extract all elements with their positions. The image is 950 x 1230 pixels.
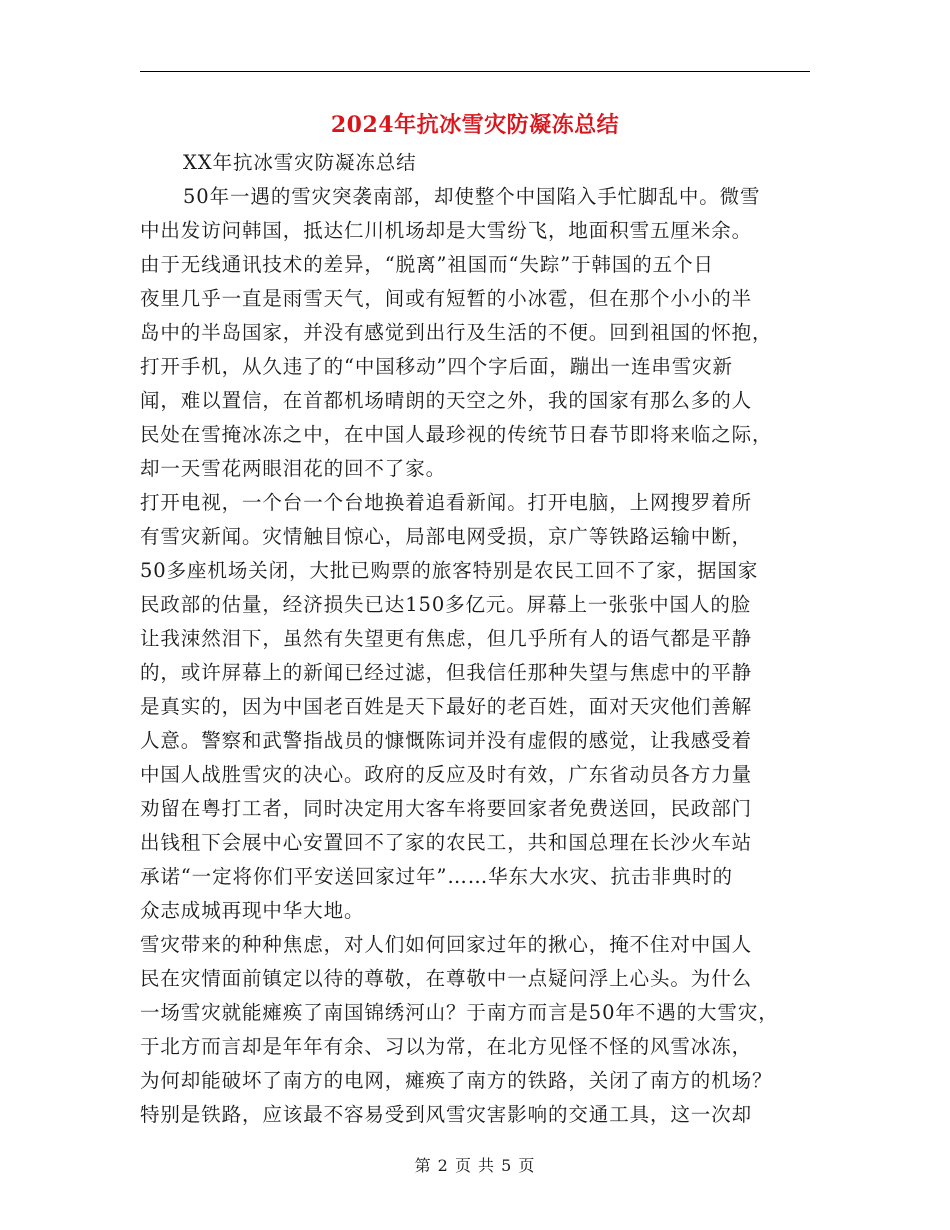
paragraph-line: 一场雪灾就能瘫痪了南国锦绣河山？于南方而言是50年不遇的大雪灾，	[140, 1001, 779, 1024]
paragraph-line: 承诺“一定将你们平安送回家过年”……华东大水灾、抗击非典时的	[140, 865, 733, 888]
paragraph-line: 特别是铁路，应该最不容易受到风雪灾害影响的交通工具，这一次却	[140, 1103, 753, 1126]
paragraph-line: 却一天雪花两眼泪花的回不了家。	[140, 457, 447, 480]
paragraph-line: 人意。警察和武警指战员的慷慨陈词并没有虚假的感觉，让我感受着	[140, 729, 753, 752]
paragraph-line: 打开电视，一个台一个台地换着追看新闻。打开电脑，上网搜罗着所	[140, 491, 753, 514]
paragraph-line: 中国人战胜雪灾的决心。政府的反应及时有效，广东省动员各方力量	[140, 763, 753, 786]
paragraph-line: XX年抗冰雪灾防凝冻总结	[183, 151, 417, 174]
paragraph-line: 让我涑然泪下，虽然有失望更有焦虑，但几乎所有人的语气都是平静	[140, 627, 753, 650]
paragraph-line: 劝留在粤打工者，同时决定用大客车将要回家者免费送回，民政部门	[140, 797, 753, 820]
paragraph-line: 民在灾情面前镇定以待的尊敬，在尊敬中一点疑问浮上心头。为什么	[140, 967, 753, 990]
paragraph-line: 是真实的，因为中国老百姓是天下最好的老百姓，面对天灾他们善解	[140, 695, 753, 718]
paragraph-line: 夜里几乎一直是雨雪天气，间或有短暂的小冰雹，但在那个小小的半	[140, 287, 753, 310]
document-title: 2024年抗冰雪灾防凝冻总结	[330, 112, 620, 138]
paragraph-line: 出钱租下会展中心安置回不了家的农民工，共和国总理在长沙火车站	[140, 831, 753, 854]
paragraph-line: 50年一遇的雪灾突袭南部，却使整个中国陷入手忙脚乱中。微雪	[183, 185, 761, 208]
page-footer: 第 2 页 共 5 页	[414, 1156, 536, 1175]
paragraph-line: 众志成城再现中华大地。	[140, 899, 365, 922]
paragraph-line: 为何却能破坏了南方的电网，瘫痪了南方的铁路，关闭了南方的机场？	[140, 1069, 773, 1092]
paragraph-line: 雪灾带来的种种焦虑，对人们如何回家过年的揪心，掩不住对中国人	[140, 933, 753, 956]
header-rule	[140, 71, 810, 72]
paragraph-line: 由于无线通讯技术的差异，“脱离”祖国而“失踪”于韩国的五个日	[140, 253, 714, 276]
paragraph-line: 民处在雪掩冰冻之中，在中国人最珍视的传统节日春节即将来临之际，	[140, 423, 773, 446]
paragraph-line: 民政部的估量，经济损失已达150多亿元。屏幕上一张张中国人的脸	[140, 593, 752, 616]
paragraph-line: 50多座机场关闭，大批已购票的旅客特别是农民工回不了家，据国家	[140, 559, 759, 582]
paragraph-line: 有雪灾新闻。灾情触目惊心，局部电网受损，京广等铁路运输中断，	[140, 525, 753, 548]
paragraph-line: 的，或许屏幕上的新闻已经过滤，但我信任那种失望与焦虑中的平静	[140, 661, 753, 684]
paragraph-line: 于北方而言却是年年有余、习以为常，在北方见怪不怪的风雪冰冻，	[140, 1035, 753, 1058]
paragraph-line: 闻，难以置信，在首都机场晴朗的天空之外，我的国家有那么多的人	[140, 389, 753, 412]
paragraph-line: 岛中的半岛国家，并没有感觉到出行及生活的不便。回到祖国的怀抱，	[140, 321, 773, 344]
paragraph-line: 中出发访问韩国，抵达仁川机场却是大雪纷飞，地面积雪五厘米余。	[140, 219, 753, 242]
paragraph-line: 打开手机，从久违了的“中国移动”四个字后面，蹦出一连串雪灾新	[140, 355, 733, 378]
